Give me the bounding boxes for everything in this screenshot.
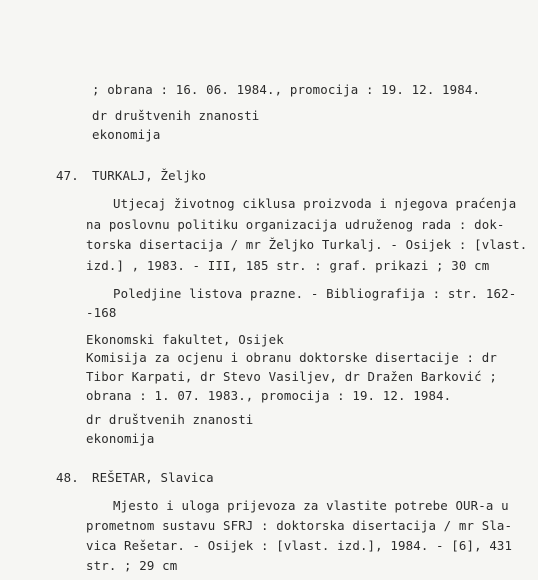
title-line: Utjecaj životnog ciklusa proizvoda i njegova praćenja xyxy=(113,196,517,211)
note-line: -168 xyxy=(86,305,117,320)
title-line: prometnom sustavu SFRJ : doktorska disertacija / mr Sla- xyxy=(86,518,513,533)
title-line: izd.] , 1983. - III, 185 str. : graf. prikazi ; 30 cm xyxy=(86,258,490,273)
committee-line: Komisija za ocjenu i obranu doktorske disertacije : dr xyxy=(86,350,497,365)
field-line: dr društvenih znanosti xyxy=(86,412,254,427)
defense-line: ; obrana : 16. 06. 1984., promocija : 19. 12. 1984. xyxy=(92,82,481,97)
title-line: torska disertacija / mr Željko Turkalj. - Osijek : [vlast. xyxy=(86,237,528,252)
title-line: na poslovnu politiku organizacija udruženog rada : dok- xyxy=(86,217,505,232)
entry-number: 47. xyxy=(56,168,79,183)
committee-line: Tibor Karpati, dr Stevo Vasiljev, dr Dražen Barković ; xyxy=(86,369,497,384)
entry-number: 48. xyxy=(56,470,79,485)
entry-author: TURKALJ, Željko xyxy=(92,168,207,183)
note-line: Poledjine listova prazne. - Bibliografija : str. 162- xyxy=(113,286,517,301)
title-line: str. ; 29 cm xyxy=(86,558,178,573)
title-line: vica Rešetar. - Osijek : [vlast. izd.], 1984. - [6], 431 xyxy=(86,538,513,553)
committee-line: obrana : 1. 07. 1983., promocija : 19. 12. 1984. xyxy=(86,388,452,403)
field-line: ekonomija xyxy=(92,127,161,142)
field-line: dr društvenih znanosti xyxy=(92,108,260,123)
title-line: Mjesto i uloga prijevoza za vlastite potrebe OUR-a u xyxy=(113,498,509,513)
entry-author: REŠETAR, Slavica xyxy=(92,470,214,485)
field-line: ekonomija xyxy=(86,431,155,446)
faculty-line: Ekonomski fakultet, Osijek xyxy=(86,332,284,347)
